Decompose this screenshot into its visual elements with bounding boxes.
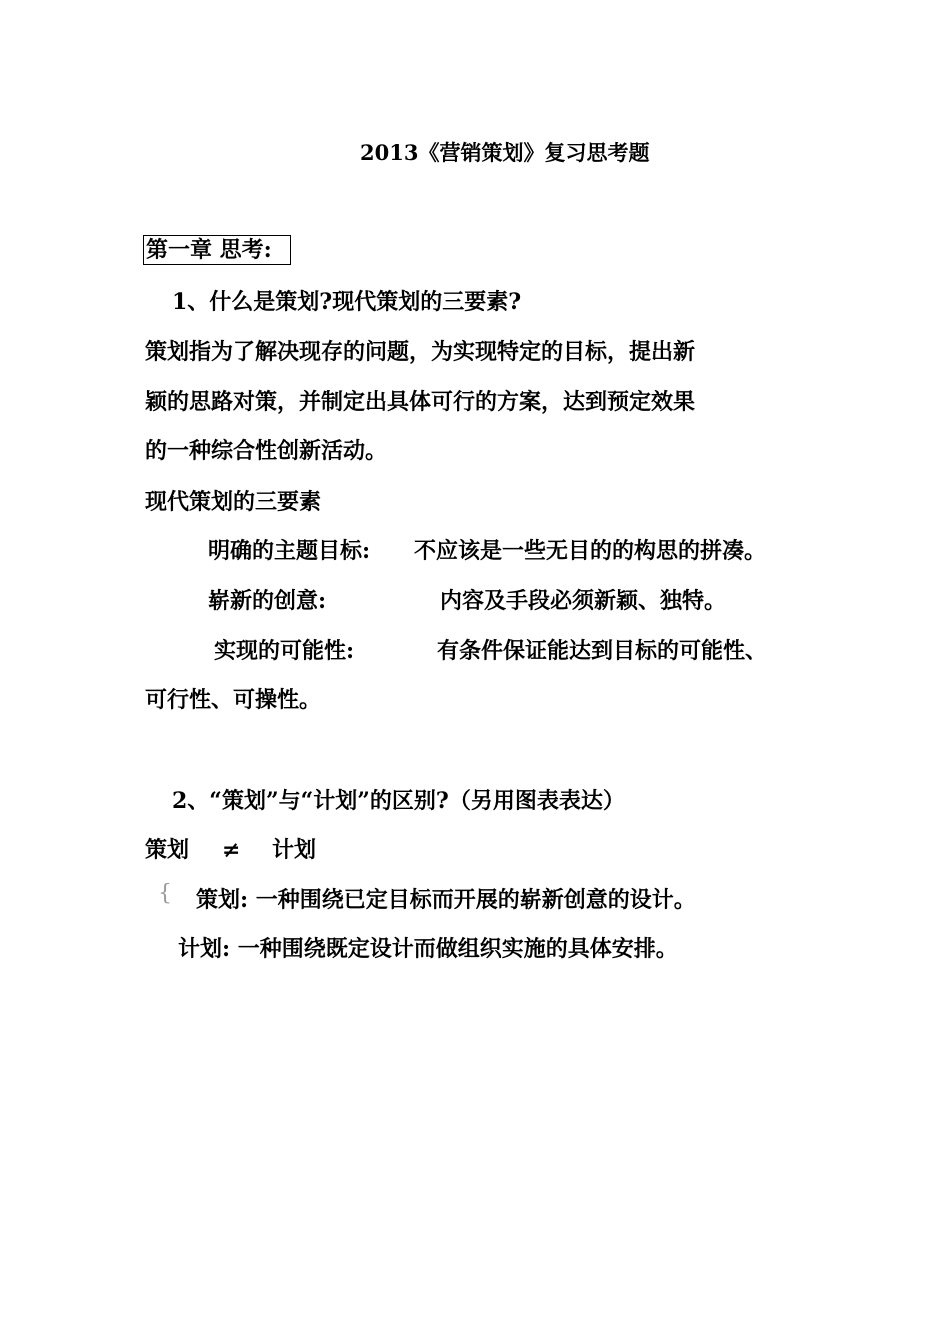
answer-1-line-3: 的一种综合性创新活动。 [145,438,388,464]
element-3-label: 实现的可能性: [214,638,355,664]
brace-icon: { [158,881,172,906]
element-3-text: 有条件保证能达到目标的可能性、 [437,638,768,664]
answer-1-line-2: 颖的思路对策，并制定出具体可行的方案，达到预定效果 [145,389,696,415]
element-1-text: 不应该是一些无目的的构思的拼凑。 [414,538,767,564]
not-equal-symbol: ≠ [222,837,241,863]
question-1: 1、什么是策划?现代策划的三要素? [172,289,522,315]
chapter-heading: 第一章 思考: [143,235,291,265]
answer-1-line-1: 策划指为了解决现存的问题，为实现特定的目标，提出新 [145,339,696,365]
element-1-label: 明确的主题目标: [208,538,371,564]
element-2-label: 崭新的创意: [208,588,327,614]
definition-plan-schedule: 计划: 一种围绕既定设计而做组织实施的具体安排。 [178,936,678,962]
definition-plan-strategy: 策划: 一种围绕已定目标而开展的崭新创意的设计。 [196,887,696,913]
element-2-text: 内容及手段必须新颖、独特。 [440,588,727,614]
element-3-continuation: 可行性、可操性。 [145,687,322,713]
page-title: 2013《营销策划》复习思考题 [360,140,650,165]
compare-right: 计划 [272,837,317,863]
compare-left: 策划 [145,837,190,863]
elements-heading: 现代策划的三要素 [145,489,322,515]
question-2: 2、“策划”与“计划”的区别?（另用图表表达） [172,788,625,814]
